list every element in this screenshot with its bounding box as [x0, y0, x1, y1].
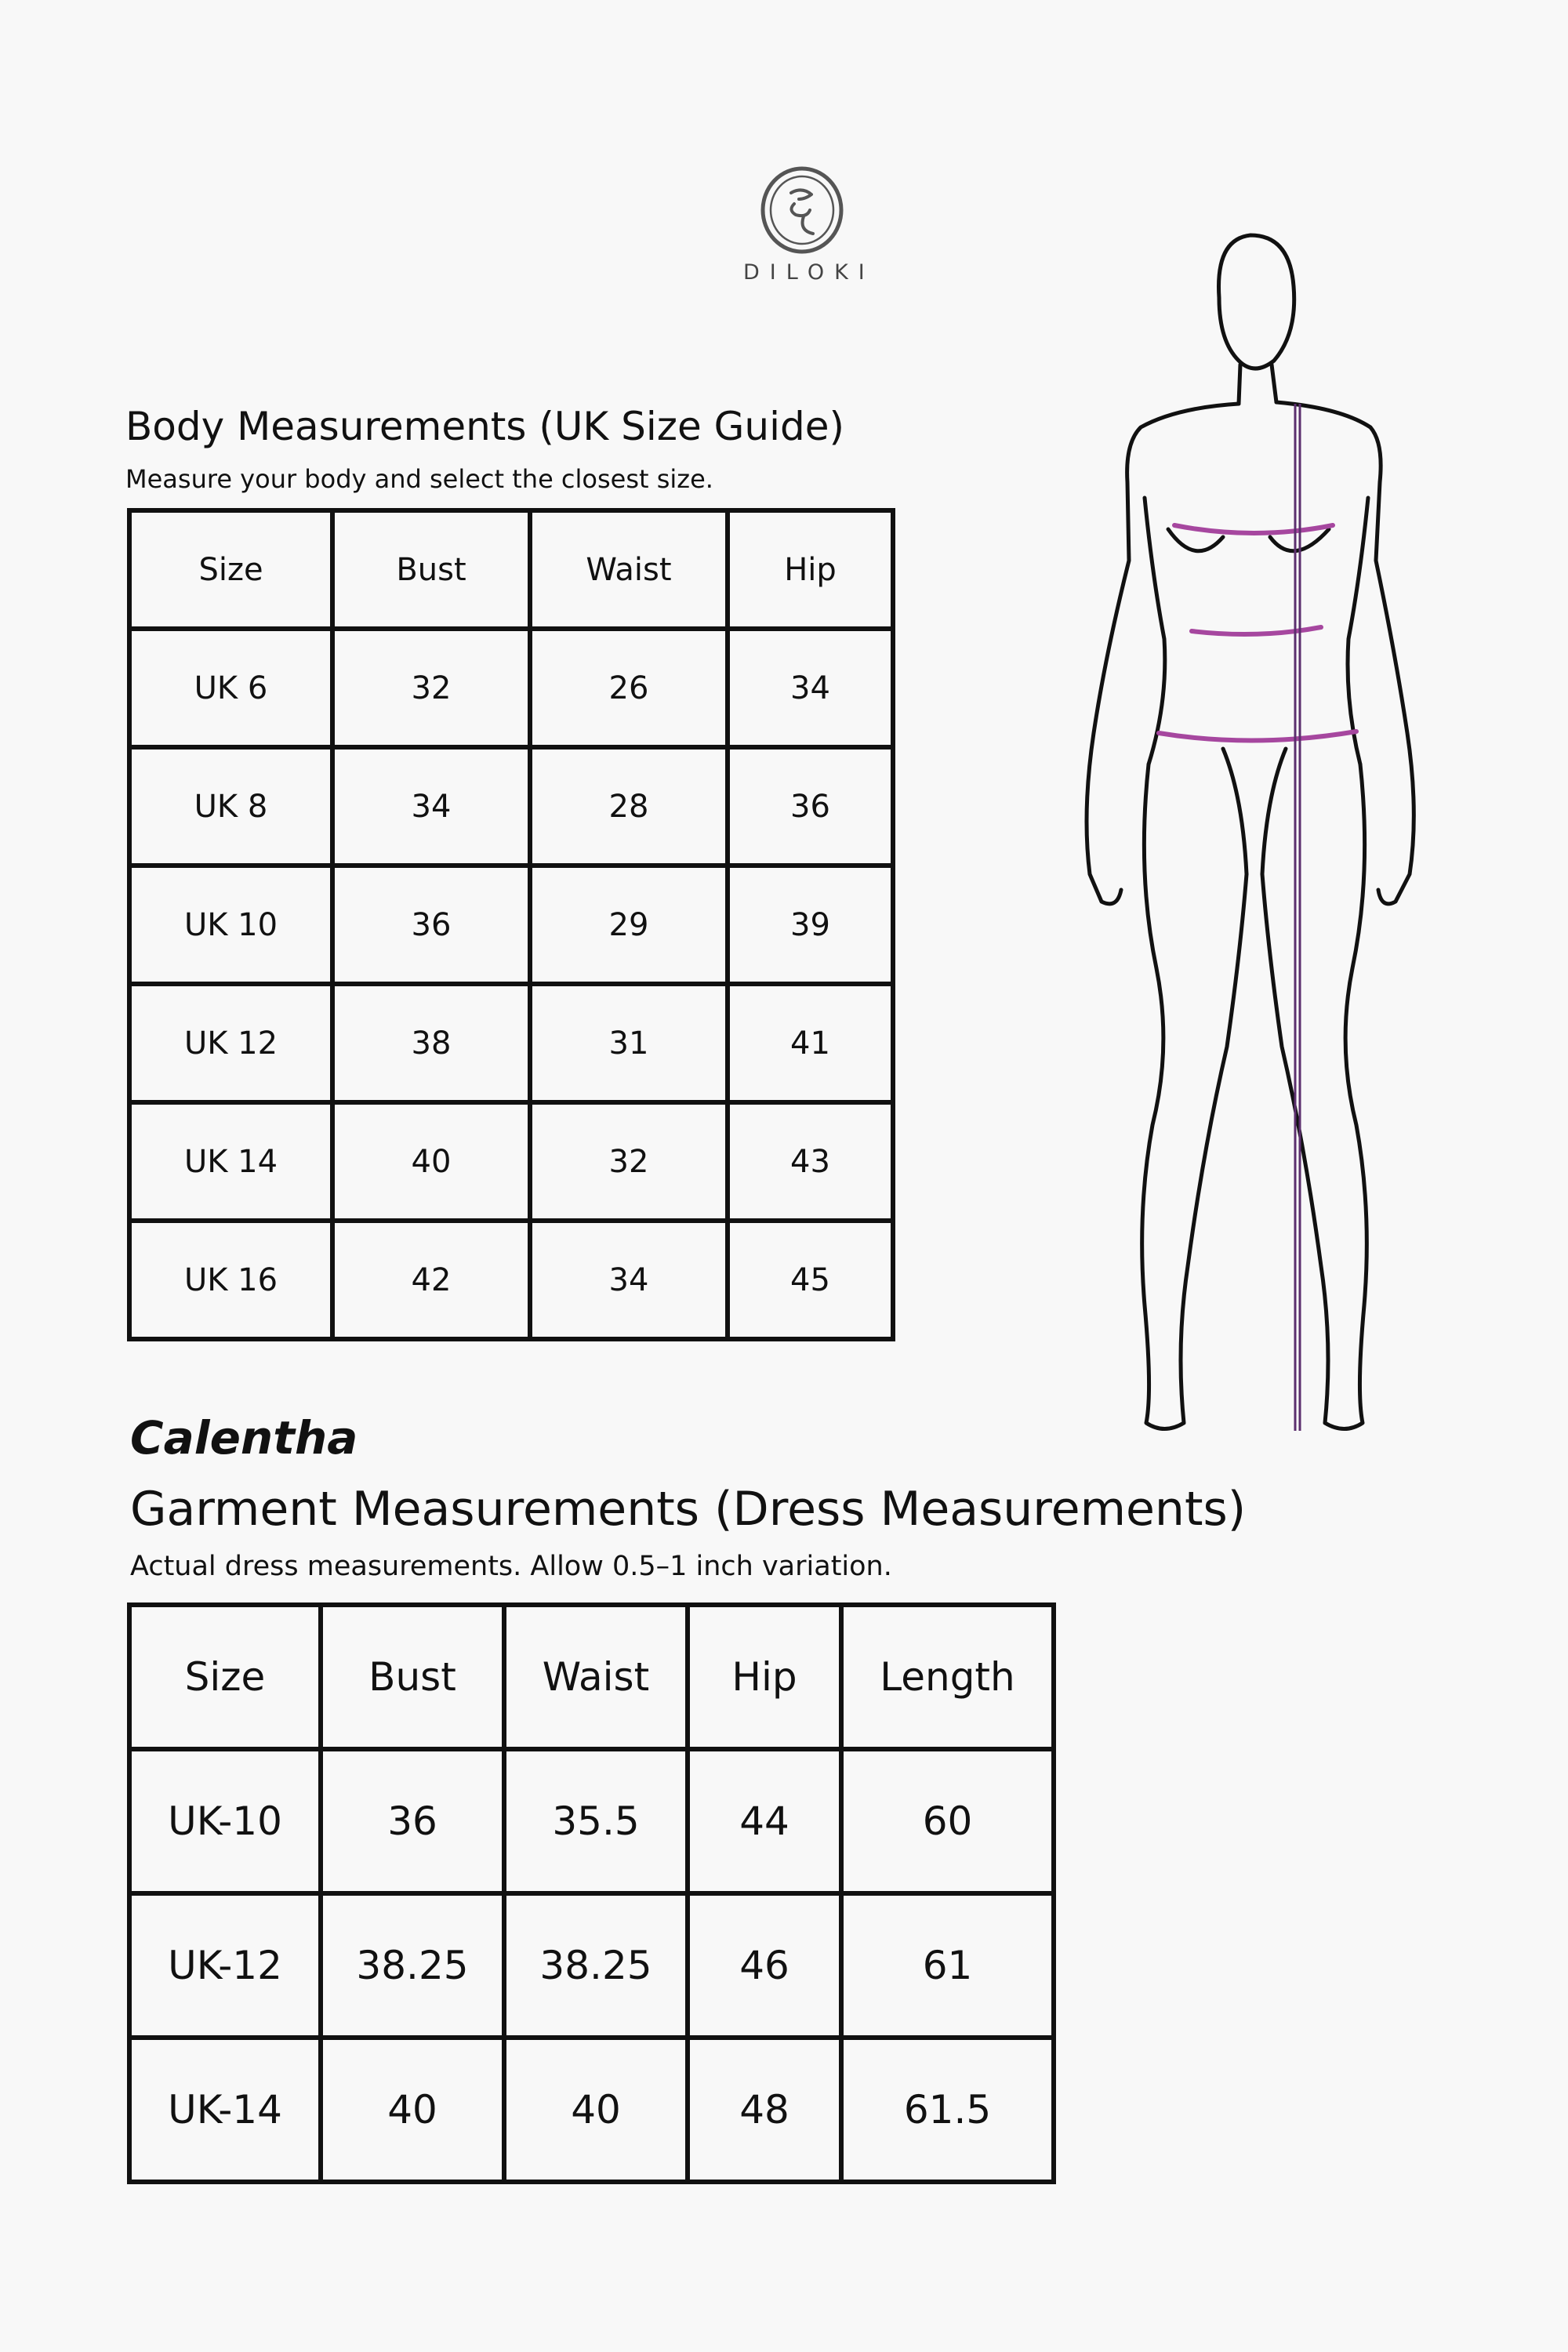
table-cell: 38 — [332, 984, 530, 1102]
table-cell: UK-14 — [129, 2038, 321, 2182]
table-cell: UK-10 — [129, 1749, 321, 1893]
table-cell: 40 — [332, 1102, 530, 1221]
table-cell: UK-12 — [129, 1893, 321, 2038]
table-row — [129, 984, 893, 1102]
header-cell: Waist — [530, 510, 728, 629]
product-name: Calentha — [130, 1411, 358, 1465]
table-cell: 45 — [728, 1221, 893, 1339]
table-cell: UK 6 — [129, 629, 332, 747]
table-cell: UK 14 — [129, 1102, 332, 1221]
table-cell: 61 — [841, 1893, 1054, 2038]
body-measurements-table — [127, 508, 895, 1341]
table-cell: 61.5 — [841, 2038, 1054, 2182]
table-cell: 36 — [728, 747, 893, 866]
table-cell: 34 — [530, 1221, 728, 1339]
header-cell: Hip — [728, 510, 893, 629]
table-cell: 32 — [332, 629, 530, 747]
table-cell: 40 — [321, 2038, 504, 2182]
table-cell: 28 — [530, 747, 728, 866]
table-cell: UK 12 — [129, 984, 332, 1102]
table-cell: 46 — [688, 1893, 841, 2038]
table-cell: 34 — [332, 747, 530, 866]
garment-measurements-title: Garment Measurements (Dress Measurements) — [130, 1482, 1247, 1537]
table-row — [129, 1102, 893, 1221]
table-cell: 36 — [332, 866, 530, 984]
table-cell: 41 — [728, 984, 893, 1102]
header-cell: Bust — [321, 1605, 504, 1749]
table-row — [129, 866, 893, 984]
garment-measurements-subtitle: Actual dress measurements. Allow 0.5–1 inch variation. — [130, 1551, 892, 1582]
table-cell: 44 — [688, 1749, 841, 1893]
table-cell: 48 — [688, 2038, 841, 2182]
body-measurements-title: Body Measurements (UK Size Guide) — [125, 404, 844, 449]
table-cell: 26 — [530, 629, 728, 747]
table-cell: 38.25 — [321, 1893, 504, 2038]
table-row — [129, 1221, 893, 1339]
table-cell: UK 10 — [129, 866, 332, 984]
table-cell: 42 — [332, 1221, 530, 1339]
header-cell: Length — [841, 1605, 1054, 1749]
header-cell: Size — [129, 510, 332, 629]
table-cell: 40 — [504, 2038, 688, 2182]
table-cell: 32 — [530, 1102, 728, 1221]
table-row — [129, 2038, 1054, 2182]
table-cell: 60 — [841, 1749, 1054, 1893]
table-cell: 38.25 — [504, 1893, 688, 2038]
table-cell: 39 — [728, 866, 893, 984]
header-cell: Hip — [688, 1605, 841, 1749]
table-cell: 29 — [530, 866, 728, 984]
brand-logo — [735, 163, 875, 285]
table-cell: 43 — [728, 1102, 893, 1221]
header-cell: Size — [129, 1605, 321, 1749]
garment-measurements-table — [127, 1602, 1056, 2184]
table-row — [129, 1893, 1054, 2038]
table-cell: 31 — [530, 984, 728, 1102]
logo-wordmark: DILOKI — [743, 260, 875, 285]
table-cell: UK 8 — [129, 747, 332, 866]
table-cell: 36 — [321, 1749, 504, 1893]
table-header-row — [129, 510, 893, 629]
header-cell: Bust — [332, 510, 530, 629]
logo-mark-icon — [755, 163, 849, 257]
table-cell: 35.5 — [504, 1749, 688, 1893]
table-row — [129, 629, 893, 747]
body-silhouette-icon — [1058, 169, 1443, 1466]
table-header-row — [129, 1605, 1054, 1749]
header-cell: Waist — [504, 1605, 688, 1749]
table-row — [129, 1749, 1054, 1893]
table-row — [129, 747, 893, 866]
table-cell: 34 — [728, 629, 893, 747]
body-measurements-subtitle: Measure your body and select the closest size. — [125, 464, 713, 494]
table-cell: UK 16 — [129, 1221, 332, 1339]
